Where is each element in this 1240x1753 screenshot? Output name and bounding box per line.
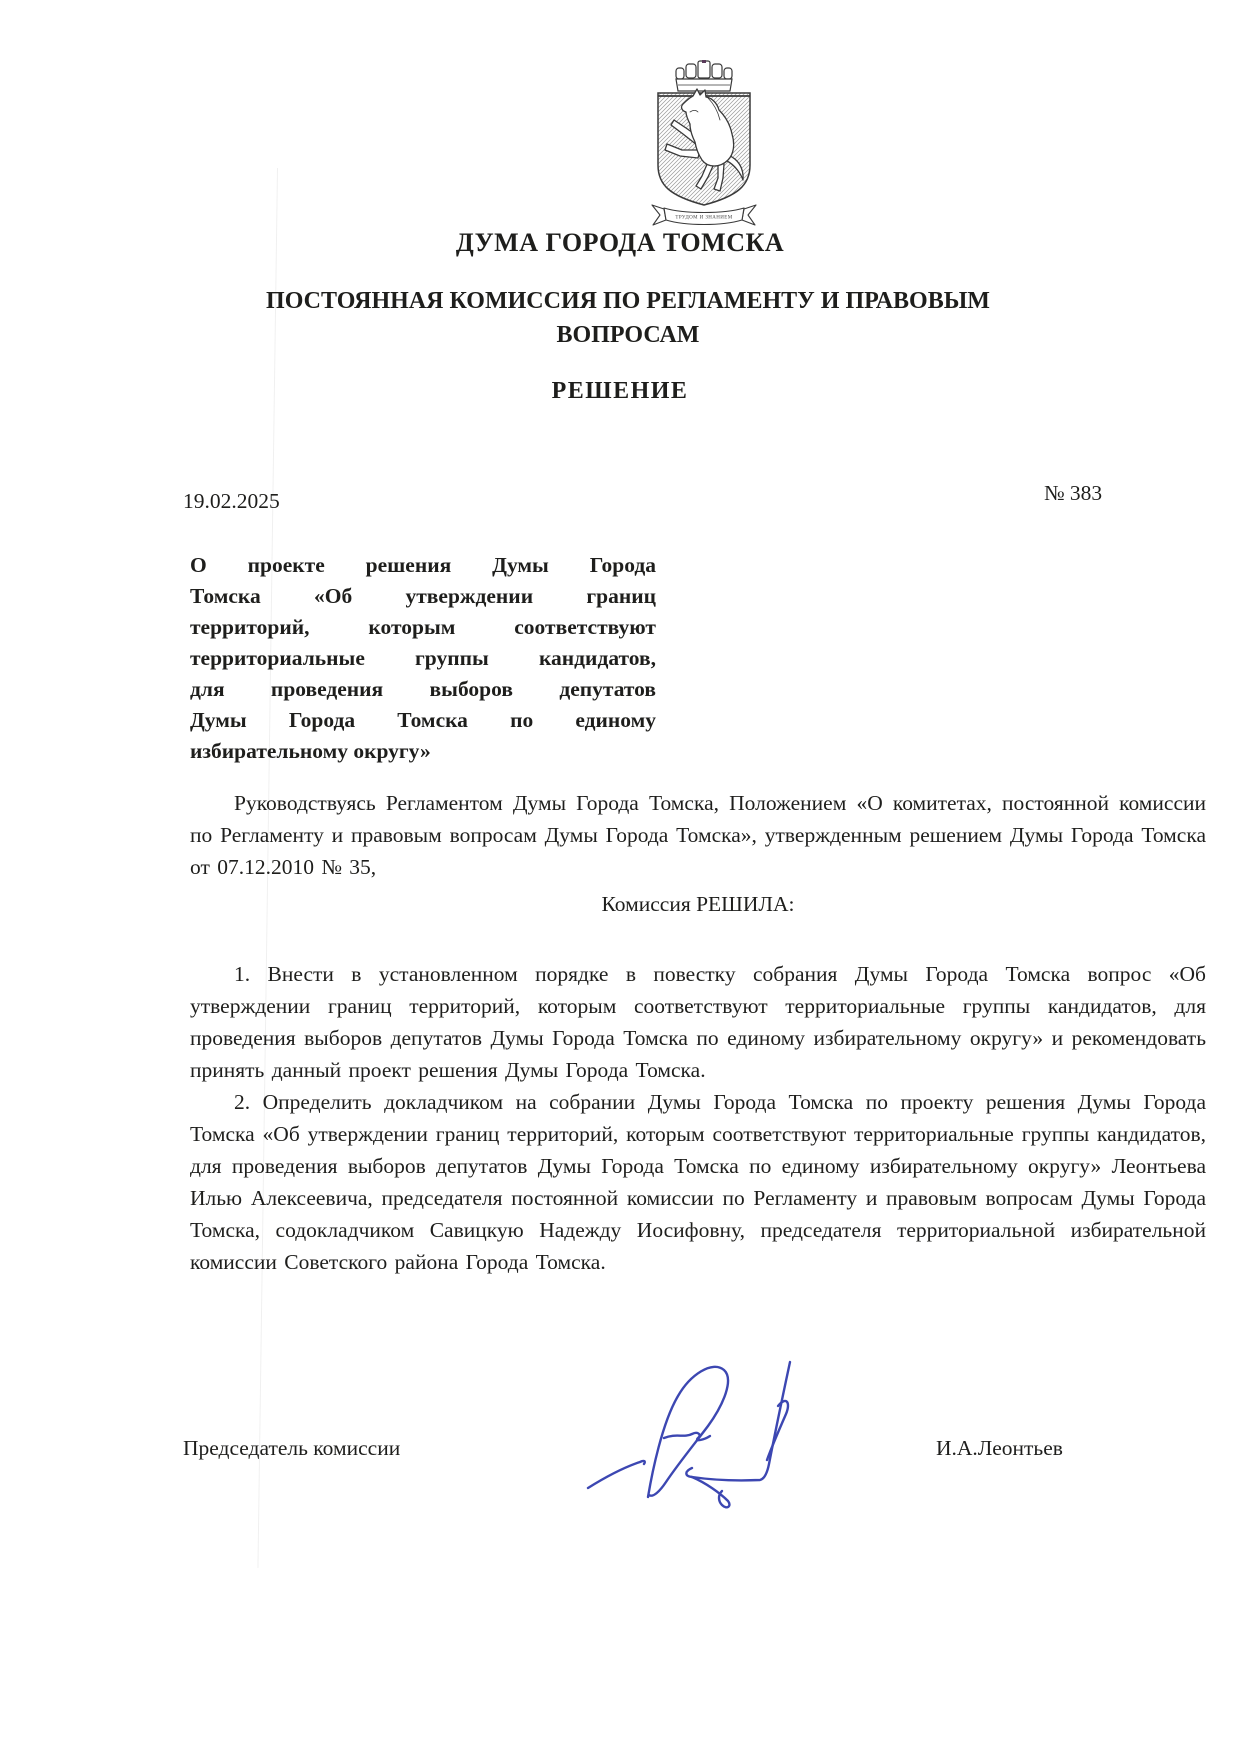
document-type-heading: РЕШЕНИЕ bbox=[551, 378, 689, 404]
emblem-motto-text: ТРУДОМ И ЗНАНИЕМ bbox=[675, 215, 733, 221]
resolution-item-2: 2. Определить докладчиком на собрании Думы Города Томска по проекту решения Думы Города Томска «Об утверждении границ территорий, которым соответствуют территориальные группы кандидатов, для проведения выборов депутатов Думы Города Томска по единому избирательному округу» Леонтьева Илью Алексеевича, председателя постоянной комиссии по Регламенту и правовым вопросам Думы Города Томска, содокладчиком Савицкую Надежду Иосифовну, председателя территориальной избирательной комиссии Советского района Города Томска. bbox=[190, 1090, 1206, 1274]
signer-name: И.А.Леонтьев bbox=[936, 1436, 1063, 1460]
mural-crown-icon bbox=[676, 60, 732, 91]
resolved-heading: Комиссия РЕШИЛА: bbox=[601, 892, 795, 916]
tomsk-coat-of-arms-icon bbox=[650, 60, 758, 228]
subject-line: территорий, которым соответствуют bbox=[190, 615, 656, 639]
subject-line: О проекте решения Думы Города bbox=[190, 553, 656, 577]
subject-line: избирательному округу» bbox=[190, 739, 431, 763]
subject-line: территориальные группы кандидатов, bbox=[190, 646, 656, 670]
commission-name-line1: ПОСТОЯННАЯ КОМИССИЯ ПО РЕГЛАМЕНТУ И ПРАВОВЫМ bbox=[266, 288, 990, 314]
document-subject bbox=[190, 550, 656, 767]
motto-ribbon-icon bbox=[652, 205, 756, 225]
preamble-paragraph: Руководствуясь Регламентом Думы Города Томска, Положением «О комитетах, постоянной комиссии по Регламенту и правовым вопросам Думы Города Томска», утвержденным решением Думы Города Томска от 07.12.2010 № 35, bbox=[190, 791, 1206, 879]
commission-name bbox=[110, 284, 1146, 352]
commission-name-line2: ВОПРОСАМ bbox=[556, 322, 700, 348]
subject-line: Думы Города Томска по единому bbox=[190, 708, 656, 732]
organization-name: ДУМА ГОРОДА ТОМСКА bbox=[455, 228, 785, 257]
document-body bbox=[190, 787, 1206, 1278]
resolution-item-1: 1. Внести в установленном порядке в повестку собрания Думы Города Томска вопрос «Об утверждении границ территорий, которым соответствуют территориальные группы кандидатов, для проведения выборов депутатов Думы Города Томска по единому избирательному округу» и рекомендовать принять данный проект решения Думы Города Томска. bbox=[190, 962, 1206, 1082]
subject-line: Томска «Об утверждении границ bbox=[190, 584, 656, 608]
handwritten-signature bbox=[556, 1348, 836, 1518]
subject-line: для проведения выборов депутатов bbox=[190, 677, 656, 701]
signer-title: Председатель комиссии bbox=[183, 1436, 401, 1460]
document-number: № 383 bbox=[1044, 481, 1103, 505]
document-date: 19.02.2025 bbox=[183, 489, 280, 513]
